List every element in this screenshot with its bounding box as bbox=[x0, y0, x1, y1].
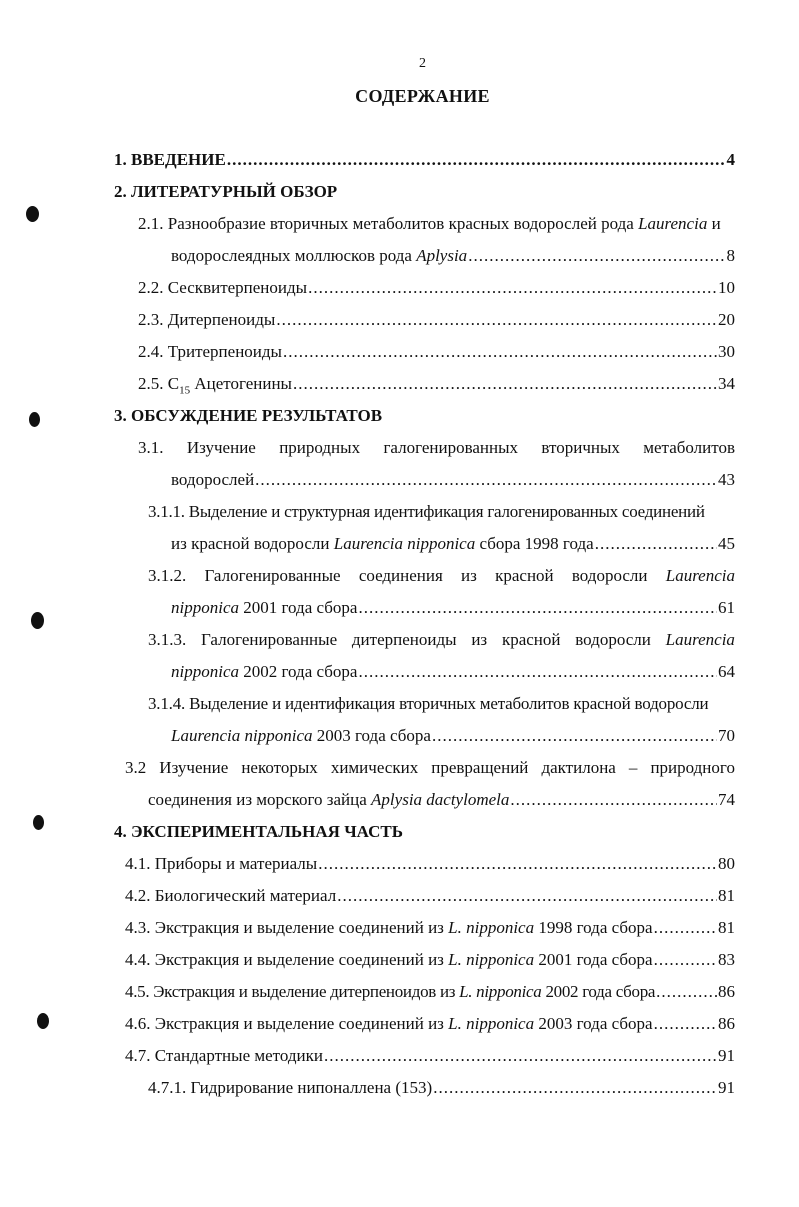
toc-word: Изучение bbox=[159, 758, 229, 777]
toc-page-number: 81 bbox=[718, 918, 735, 937]
toc-entry-2-1-line1[interactable] bbox=[138, 213, 721, 235]
toc-entry-text: и bbox=[711, 214, 721, 233]
toc-entry-italic: L. nipponica bbox=[448, 950, 535, 969]
toc-section-experimental[interactable] bbox=[114, 821, 403, 843]
toc-entry-text: 2001 года сбора bbox=[243, 598, 358, 617]
toc-word: из bbox=[471, 630, 488, 649]
toc-entry-2-3[interactable] bbox=[138, 309, 735, 331]
toc-entry-italic: Aplysia bbox=[416, 246, 468, 265]
toc-entry-3-1-2-line2[interactable] bbox=[171, 597, 735, 619]
toc-page-number: 61 bbox=[718, 598, 735, 617]
toc-entry-3-1-1-line2[interactable] bbox=[171, 533, 735, 555]
toc-entry-3-1-4-line2[interactable] bbox=[171, 725, 735, 747]
toc-entry-text: 1998 года сбора bbox=[538, 918, 653, 937]
binder-hole-mark bbox=[26, 206, 39, 222]
toc-word: 3.1.3. bbox=[148, 630, 187, 649]
toc-word: красной bbox=[501, 630, 561, 649]
toc-word: вторичных bbox=[541, 438, 620, 457]
toc-entry-4-6[interactable] bbox=[125, 1013, 735, 1035]
toc-entry-text: соединения из морского зайца bbox=[148, 790, 367, 809]
toc-entry-2-1-line2[interactable] bbox=[171, 245, 735, 267]
toc-entry-3-1-line2[interactable] bbox=[171, 469, 735, 491]
toc-entry-label: 3.1.1. Выделение и структурная идентификация галогенированных соединений bbox=[148, 502, 705, 521]
toc-entry-3-1-3-line2[interactable] bbox=[171, 661, 735, 683]
toc-entry-label: 2.2. Сесквитерпеноиды bbox=[138, 278, 308, 297]
toc-entry-label: водорослей bbox=[171, 470, 255, 489]
toc-page-number: 34 bbox=[718, 374, 735, 393]
toc-entry-2-2[interactable] bbox=[138, 277, 735, 299]
toc-word: природных bbox=[279, 438, 361, 457]
toc-page-number: 70 bbox=[718, 726, 735, 745]
toc-entry-3-1-line1[interactable] bbox=[138, 437, 735, 459]
toc-entry-4-7-1[interactable] bbox=[148, 1077, 735, 1099]
toc-entry-3-1-2-line1[interactable] bbox=[148, 565, 735, 587]
toc-word: метаболитов bbox=[643, 438, 735, 457]
toc-entry-text: 2003 года сбора bbox=[316, 726, 431, 745]
toc-entry-text: 2002 года сбора bbox=[545, 982, 656, 1001]
toc-entry-text: Ацетогенины bbox=[190, 374, 292, 393]
toc-word: – bbox=[628, 758, 638, 777]
toc-entry-italic: Laurencia nipponica bbox=[171, 726, 313, 745]
toc-entry-italic: L. nipponica bbox=[448, 1014, 535, 1033]
toc-word: дитерпеноиды bbox=[351, 630, 457, 649]
page-title: СОДЕРЖАНИЕ bbox=[355, 86, 490, 106]
toc-section-label: 4. ЭКСПЕРИМЕНТАЛЬНАЯ ЧАСТЬ bbox=[114, 822, 403, 841]
toc-entry-text: водорослеядных моллюсков рода bbox=[171, 246, 412, 265]
toc-entry-italic: Laurencia nipponica bbox=[333, 534, 476, 553]
toc-entry-text: 2.5. C bbox=[138, 374, 180, 393]
toc-page-number: 43 bbox=[718, 470, 735, 489]
toc-word: Галогенированные bbox=[204, 566, 341, 585]
toc-entry-label: 4.7.1. Гидрирование нипоналлена (153) bbox=[148, 1078, 433, 1097]
toc-entry-4-2[interactable] bbox=[125, 885, 735, 907]
toc-word: водоросли bbox=[571, 566, 648, 585]
binder-hole-mark bbox=[37, 1013, 49, 1029]
toc-entry-2-4[interactable] bbox=[138, 341, 735, 363]
toc-page-number: 83 bbox=[718, 950, 735, 969]
toc-entry-text: 4.4. Экстракция и выделение соединений из bbox=[125, 950, 444, 969]
toc-entry-text: 4.5. Экстракция и выделение дитерпеноидов из bbox=[125, 982, 456, 1001]
toc-entry-label: 4.7. Стандартные методики bbox=[125, 1046, 323, 1065]
toc-word: из bbox=[461, 566, 477, 585]
toc-entry-label: 1. ВВЕДЕНИЕ bbox=[114, 150, 226, 169]
toc-section-label: 2. ЛИТЕРАТУРНЫЙ ОБЗОР bbox=[114, 182, 338, 201]
toc-entry-label: 2.3. Дитерпеноиды bbox=[138, 310, 276, 329]
toc-entry-italic: Laurencia bbox=[638, 214, 708, 233]
toc-page-number: 91 bbox=[718, 1046, 735, 1065]
toc-entry-text: 4.3. Экстракция и выделение соединений из bbox=[125, 918, 444, 937]
toc-entry-text: из красной водоросли bbox=[171, 534, 330, 553]
toc-entry-label: 4.2. Биологический материал bbox=[125, 886, 337, 905]
toc-word: дактилона bbox=[541, 758, 616, 777]
toc-word: галогенированных bbox=[383, 438, 519, 457]
toc-page-number: 80 bbox=[718, 854, 735, 873]
toc-entry-text: 2002 года сбора bbox=[243, 662, 358, 681]
toc-word: химических bbox=[330, 758, 419, 777]
toc-entry-italic: nipponica bbox=[171, 598, 239, 617]
binder-hole-mark bbox=[29, 412, 40, 427]
toc-entry-3-1-3-line1[interactable] bbox=[148, 629, 735, 651]
toc-word-italic: Laurencia bbox=[665, 630, 735, 649]
page-number: 2 bbox=[419, 56, 426, 71]
toc-entry-text: 2001 года сбора bbox=[538, 950, 653, 969]
toc-page-number: 10 bbox=[718, 278, 735, 297]
toc-word: 3.1. bbox=[138, 438, 164, 457]
toc-page-number: 74 bbox=[718, 790, 735, 809]
toc-page-number: 20 bbox=[718, 310, 735, 329]
toc-word: превращений bbox=[431, 758, 529, 777]
toc-entry-text: 4.6. Экстракция и выделение соединений из bbox=[125, 1014, 444, 1033]
toc-page-number: 86 bbox=[718, 1014, 735, 1033]
toc-word: Галогенированные bbox=[201, 630, 338, 649]
toc-entry-4-7[interactable] bbox=[125, 1045, 735, 1067]
binder-hole-mark bbox=[33, 815, 44, 830]
toc-page-number: 64 bbox=[718, 662, 735, 681]
toc-entry-italic: L. nipponica bbox=[459, 982, 542, 1001]
toc-entry-3-1-4-line1[interactable] bbox=[148, 693, 708, 715]
toc-entry-introduction[interactable] bbox=[114, 149, 735, 171]
toc-section-discussion[interactable] bbox=[114, 405, 382, 427]
toc-word: 3.2 bbox=[125, 758, 147, 777]
toc-word-italic: Laurencia bbox=[665, 566, 735, 585]
toc-entry-text: сбора 1998 года bbox=[479, 534, 594, 553]
toc-page-number: 91 bbox=[718, 1078, 735, 1097]
toc-entry-text: 2.1. Разнообразие вторичных метаболитов красных водорослей рода bbox=[138, 214, 634, 233]
toc-entry-italic: Aplysia dactylomela bbox=[371, 790, 510, 809]
toc-entry-label: 2.4. Тритерпеноиды bbox=[138, 342, 282, 361]
toc-section-label: 3. ОБСУЖДЕНИЕ РЕЗУЛЬТАТОВ bbox=[114, 406, 383, 425]
toc-entry-label: 4.1. Приборы и материалы bbox=[125, 854, 318, 873]
toc-entry-4-1[interactable] bbox=[125, 853, 735, 875]
toc-entry-label: 3.1.4. Выделение и идентификация вторичных метаболитов красной водоросли bbox=[148, 694, 709, 713]
toc-entry-3-1-1-line1[interactable] bbox=[148, 501, 705, 523]
toc-entry-subscript: 15 bbox=[179, 384, 191, 397]
binder-hole-mark bbox=[31, 612, 44, 629]
toc-word: некоторых bbox=[241, 758, 318, 777]
toc-page-number: 30 bbox=[718, 342, 735, 361]
toc-page-number: 86 bbox=[718, 982, 735, 1001]
toc-word: красной bbox=[495, 566, 554, 585]
toc-section-literature-review[interactable] bbox=[114, 181, 337, 203]
toc-entry-4-3[interactable] bbox=[125, 917, 735, 939]
toc-entry-4-4[interactable] bbox=[125, 949, 735, 971]
toc-entry-text: 2003 года сбора bbox=[538, 1014, 653, 1033]
toc-page-number: 4 bbox=[726, 150, 735, 169]
toc-word: соединения bbox=[358, 566, 443, 585]
toc-entry-4-5[interactable] bbox=[125, 981, 735, 1003]
toc-entry-2-5[interactable] bbox=[138, 373, 735, 401]
toc-entry-3-2-line2[interactable] bbox=[148, 789, 735, 811]
toc-entry-italic: nipponica bbox=[171, 662, 239, 681]
toc-entry-italic: L. nipponica bbox=[448, 918, 535, 937]
toc-entry-3-2-line1[interactable] bbox=[125, 757, 735, 779]
toc-page-number: 81 bbox=[718, 886, 735, 905]
toc-word: природного bbox=[650, 758, 735, 777]
toc-word: водоросли bbox=[575, 630, 651, 649]
toc-word: 3.1.2. bbox=[148, 566, 187, 585]
toc-page-number: 8 bbox=[726, 246, 735, 265]
toc-page-number: 45 bbox=[718, 534, 735, 553]
toc-word: Изучение bbox=[186, 438, 256, 457]
